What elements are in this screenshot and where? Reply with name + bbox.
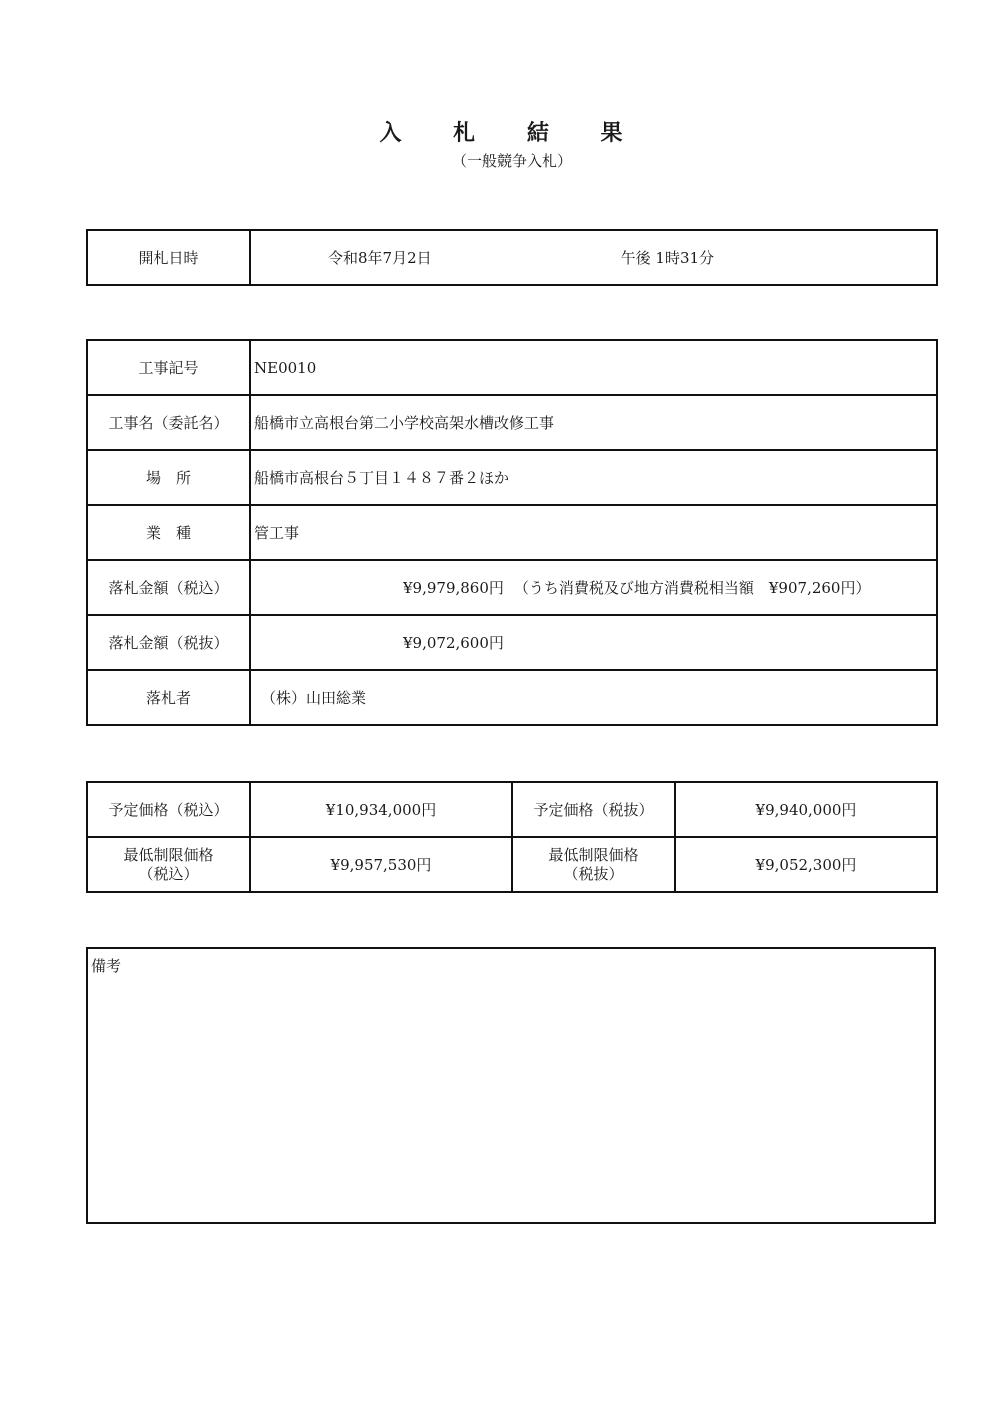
category-label: 業 種: [87, 505, 250, 560]
planned-incl-value: ¥10,934,000円: [250, 782, 512, 837]
min-incl-value: ¥9,957,530円: [250, 837, 512, 892]
project-no-label: 工事記号: [87, 340, 250, 395]
table-row: [87, 505, 937, 560]
opening-date: 令和8年7月2日: [328, 249, 432, 267]
planned-incl-label: 予定価格（税込）: [87, 782, 250, 837]
amount-excl-value: ¥9,072,600円: [250, 615, 937, 670]
min-excl-label: [512, 837, 675, 892]
table-row: [87, 450, 937, 505]
min-incl-label-line2: （税込）: [138, 864, 199, 883]
price-table: [86, 781, 938, 893]
winner-value: （株）山田総業: [250, 670, 937, 725]
min-incl-label-line1: 最低制限価格: [123, 845, 214, 864]
amount-incl-cell: [250, 560, 937, 615]
min-incl-label: [87, 837, 250, 892]
remarks-box: [86, 947, 936, 1224]
table-row: [87, 560, 937, 615]
winner-label: 落札者: [87, 670, 250, 725]
table-row: [87, 837, 937, 892]
amount-incl-value: ¥9,979,860円: [403, 579, 504, 597]
amount-excl-label: 落札金額（税抜）: [87, 615, 250, 670]
min-excl-value: ¥9,052,300円: [675, 837, 937, 892]
tax-note: （うち消費税及び地方消費税相当額 ¥907,260円）: [513, 579, 871, 597]
location-label: 場 所: [87, 450, 250, 505]
opening-date-table: [86, 229, 938, 286]
planned-excl-value: ¥9,940,000円: [675, 782, 937, 837]
page-title: 入 札 結 果: [379, 120, 645, 146]
min-excl-label-line1: 最低制限価格: [548, 845, 639, 864]
project-name-value: 船橋市立高根台第二小学校高架水槽改修工事: [250, 395, 937, 450]
table-row: [87, 670, 937, 725]
project-name-label: 工事名（委託名）: [87, 395, 250, 450]
table-row: [87, 782, 937, 837]
opening-date-row: [87, 230, 937, 285]
contract-details-table: [86, 339, 938, 726]
opening-date-label: 開札日時: [87, 230, 250, 285]
project-no-value: NE0010: [250, 340, 937, 395]
table-row: [87, 340, 937, 395]
table-row: [87, 395, 937, 450]
remarks-label: 備考: [91, 957, 122, 975]
opening-date-value: [250, 230, 937, 285]
table-row: [87, 615, 937, 670]
opening-time: 午後 1時31分: [620, 249, 715, 267]
location-value: 船橋市高根台５丁目１４８７番２ほか: [250, 450, 937, 505]
min-excl-label-line2: （税抜）: [563, 864, 624, 883]
amount-incl-label: 落札金額（税込）: [87, 560, 250, 615]
page-subtitle: （一般競争入札）: [451, 152, 572, 170]
planned-excl-label: 予定価格（税抜）: [512, 782, 675, 837]
category-value: 管工事: [250, 505, 937, 560]
